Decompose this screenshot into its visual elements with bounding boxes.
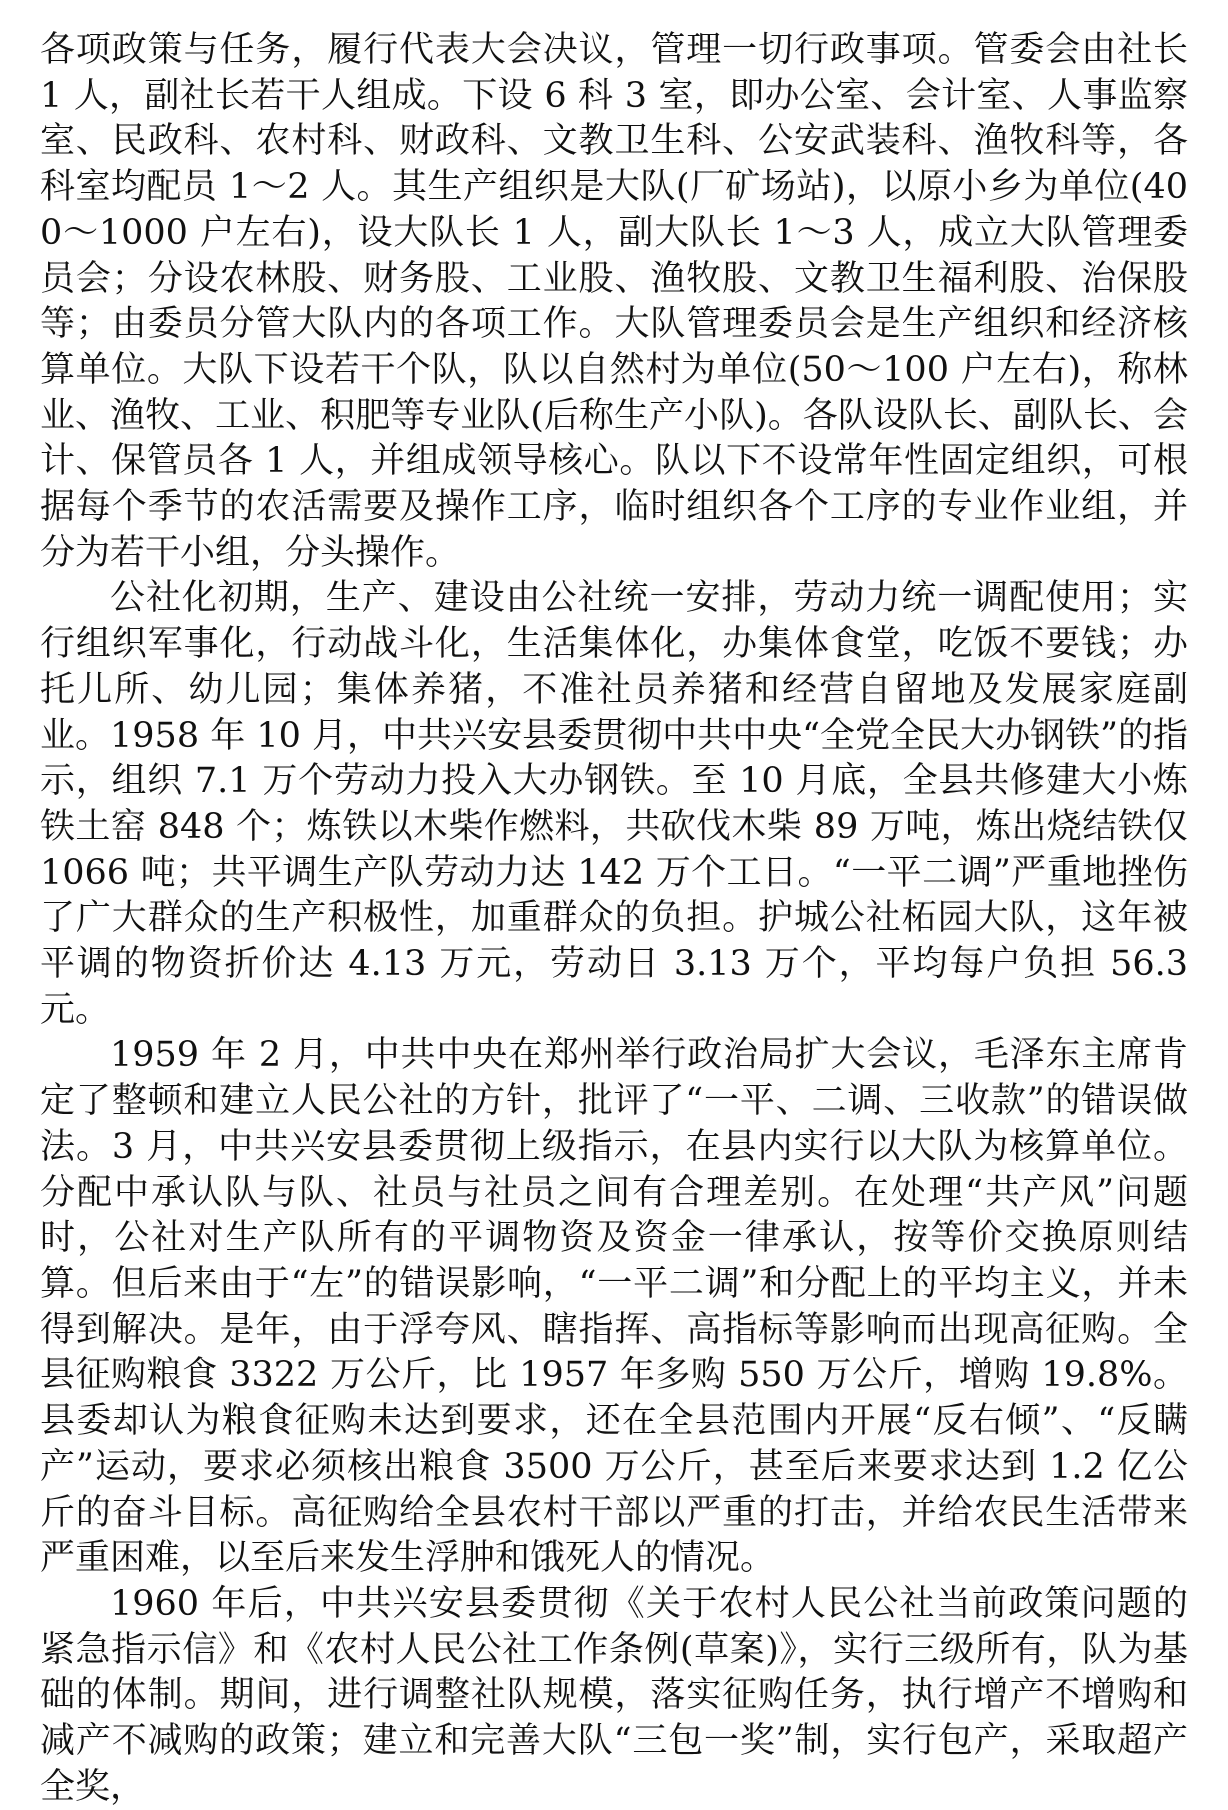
paragraph-4: 1960 年后，中共兴安县委贯彻《关于农村人民公社当前政策问题的紧急指示信》和《农村人民公社工作条例(草案)》，实行三级所有，队为基础的体制。期间，进行调整社队规模，落实征购任务，执行增产不增购和减产不减购的政策；建立和完善大队“三包一奖”制，实行包产，采取超产全奖， bbox=[40, 1583, 1188, 1807]
paragraph-2: 公社化初期，生产、建设由公社统一安排，劳动力统一调配使用；实行组织军事化，行动战斗化，生活集体化，办集体食堂，吃饭不要钱；办托儿所、幼儿园；集体养猪，不准社员养猪和经营自留地及发展家庭副业。1958 年 10 月，中共兴安县委贯彻中共中央“全党全民大办钢铁”的指示，组织 7.1 万个劳动力投入大办钢铁。至 10 月底，全县共修建大小炼铁土窑 848 个；炼铁以木柴作燃料，共砍伐木柴 89 万吨，炼出烧结铁仅 1066 吨；共平调生产队劳动力达 142 万个工日。“一平二调”严重地挫伤了广大群众的生产积极性，加重群众的负担。护城公社柘园大队，这年被平调的物资折价达 4.13 万元，劳动日 3.13 万个，平均每户负担 56.3 元。 bbox=[40, 578, 1188, 1030]
paragraph-3: 1959 年 2 月，中共中央在郑州举行政治局扩大会议，毛泽东主席肯定了整顿和建立人民公社的方针，批评了“一平、二调、三收款”的错误做法。3 月，中共兴安县委贯彻上级指示，在县内实行以大队为核算单位。分配中承认队与队、社员与社员之间有合理差别。在处理“共产风”问题时，公社对生产队所有的平调物资及资金一律承认，按等价交换原则结算。但后来由于“左”的错误影响，“一平二调”和分配上的平均主义，并未得到解决。是年，由于浮夸风、瞎指挥、高指标等影响而出现高征购。全县征购粮食 3322 万公斤，比 1957 年多购 550 万公斤，增购 19.8%。县委却认为粮食征购未达到要求，还在全县范围内开展“反右倾”、“反瞒产”运动，要求必须核出粮食 3500 万公斤，甚至后来要求达到 1.2 亿公斤的奋斗目标。高征购给全县农村干部以严重的打击，并给农民生活带来严重困难，以至后来发生浮肿和饿死人的情况。 bbox=[40, 1035, 1188, 1579]
paragraph-1: 各项政策与任务，履行代表大会决议，管理一切行政事项。管委会由社长 1 人，副社长若干人组成。下设 6 科 3 室，即办公室、会计室、人事监察室、民政科、农村科、财政科、文教卫生科、公安武装科、渔牧科等，各科室均配员 1～2 人。其生产组织是大队(厂矿场站)，以原小乡为单位(400～1000 户左右)，设大队长 1 人，副大队长 1～3 人，成立大队管理委员会；分设农林股、财务股、工业股、渔牧股、文教卫生福利股、治保股等；由委员分管大队内的各项工作。大队管理委员会是生产组织和经济核算单位。大队下设若干个队，队以自然村为单位(50～100 户左右)，称林业、渔牧、工业、积肥等专业队(后称生产小队)。各队设队长、副队长、会计、保管员各 1 人，并组成领导核心。队以下不设常年性固定组织，可根据每个季节的农活需要及操作工序，临时组织各个工序的专业作业组，并分为若干小组，分头操作。 bbox=[40, 30, 1188, 573]
document-page bbox=[40, 28, 1188, 1810]
